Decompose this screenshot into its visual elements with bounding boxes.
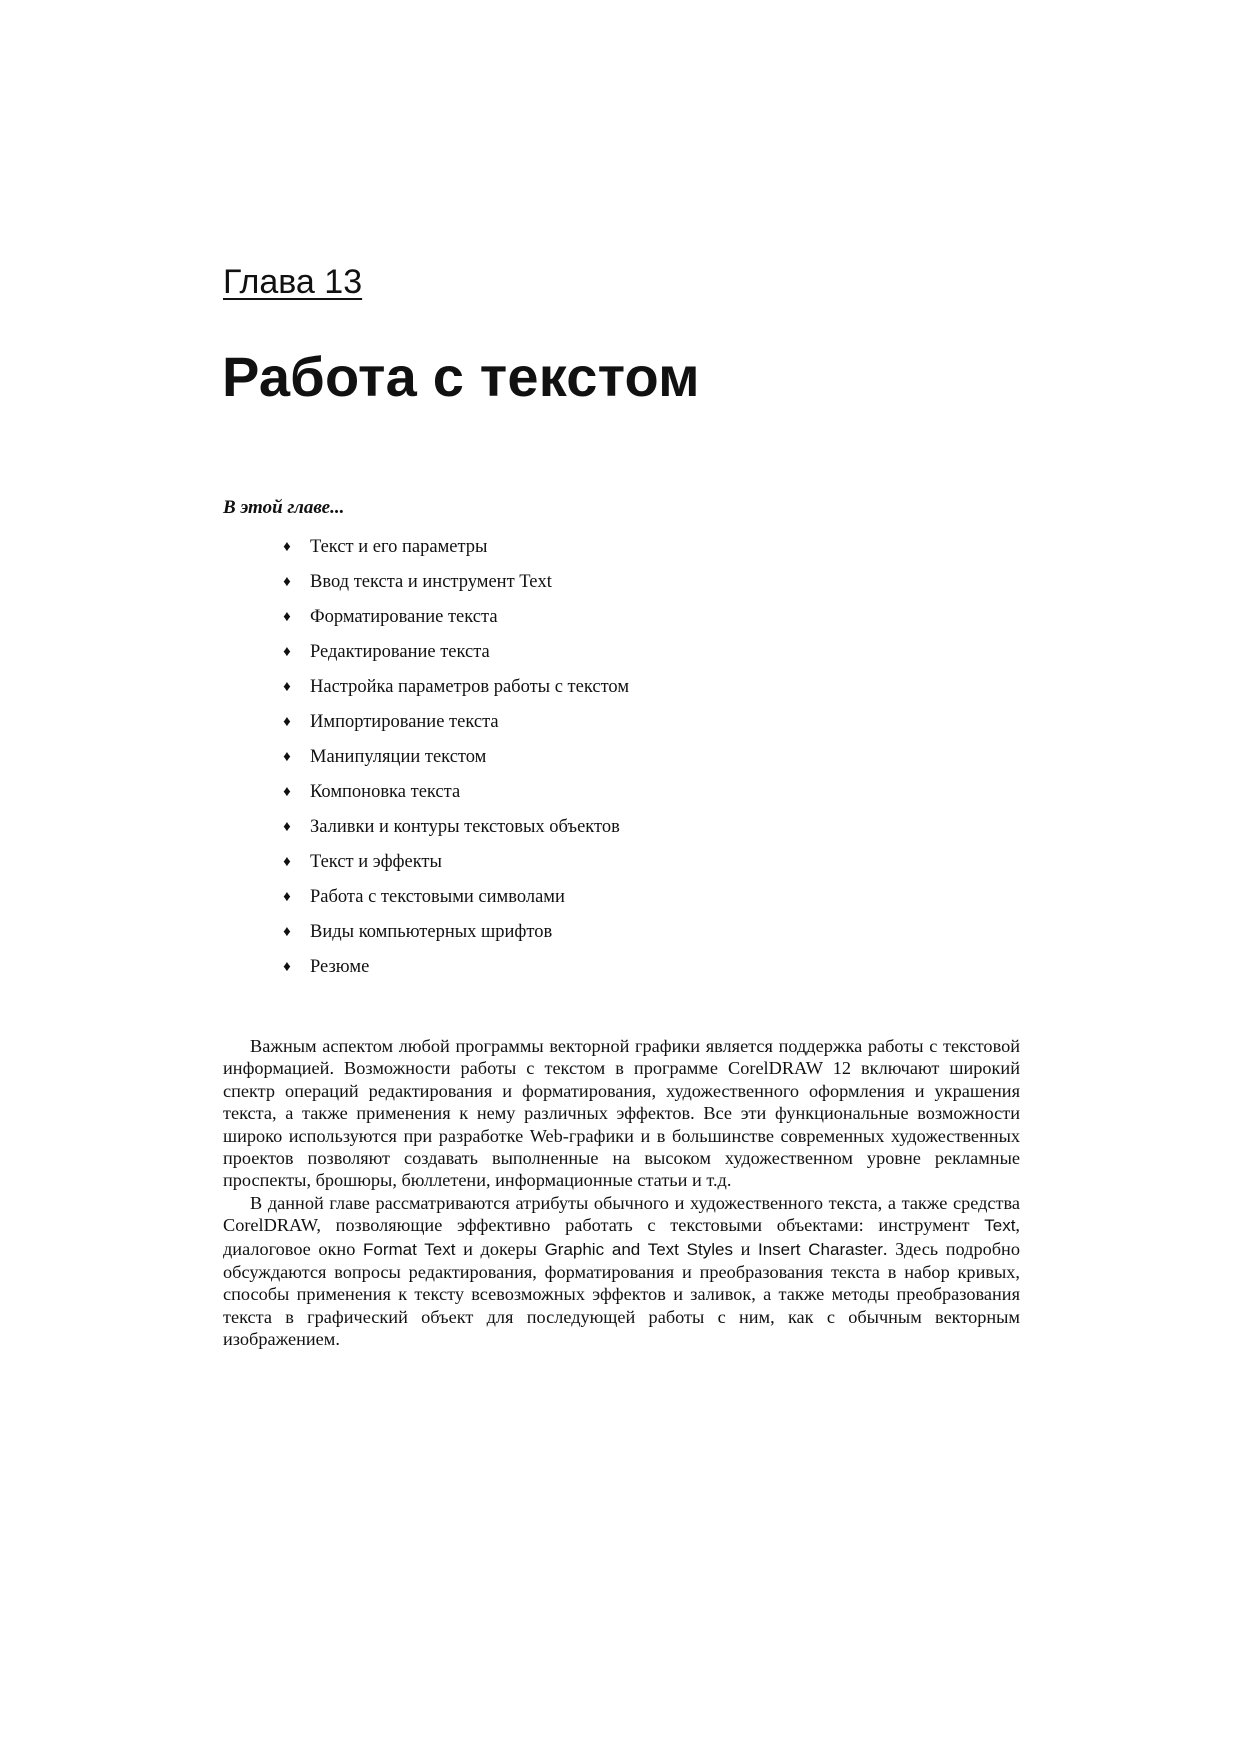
topic-text: Текст и его параметры xyxy=(310,537,488,557)
docker-name-term: Graphic and Text Styles xyxy=(544,1239,733,1259)
chapter-contents-heading: В этой главе... xyxy=(223,497,345,518)
topic-text: Виды компьютерных шрифтов xyxy=(310,922,553,942)
paragraph-text: . Здесь подробно обсуждаются вопросы редактирования, форматирования и преобразования текста в набор кривых, способы применения к тексту всевозможных эффектов и заливок, а также методы преобразования текста в графический объект для последующей работы с ним, как с обычным векторным изображением. xyxy=(223,1238,1020,1350)
diamond-bullet-icon: ♦ xyxy=(283,714,291,730)
diamond-bullet-icon: ♦ xyxy=(283,819,291,835)
paragraph-text: и докеры xyxy=(455,1238,545,1259)
diamond-bullet-icon: ♦ xyxy=(283,924,291,940)
topic-text: Редактирование текста xyxy=(310,642,490,662)
diamond-bullet-icon: ♦ xyxy=(283,959,291,975)
topic-text: Импортирование текста xyxy=(310,712,499,732)
topic-text: Работа с текстовыми символами xyxy=(310,887,565,907)
diamond-bullet-icon: ♦ xyxy=(283,854,291,870)
paragraph-text: , диалоговое окно xyxy=(223,1215,1020,1259)
topic-text: Заливки и контуры текстовых объектов xyxy=(310,817,620,837)
diamond-bullet-icon: ♦ xyxy=(283,574,291,590)
topic-text: Текст и эффекты xyxy=(310,852,442,872)
topic-text: Форматирование текста xyxy=(310,607,498,627)
chapter-number-label: Глава 13 xyxy=(223,263,363,301)
dialog-name-term: Format Text xyxy=(363,1239,456,1259)
chapter-intro-text xyxy=(223,1035,1020,1351)
diamond-bullet-icon: ♦ xyxy=(283,679,291,695)
diamond-bullet-icon: ♦ xyxy=(283,784,291,800)
tool-name-term: Text xyxy=(984,1216,1016,1236)
docker-name-term: Insert Charaster xyxy=(757,1239,883,1259)
topic-text: Ввод текста и инструмент Text xyxy=(310,572,552,592)
diamond-bullet-icon: ♦ xyxy=(283,889,291,905)
intro-paragraph-2 xyxy=(223,1192,1020,1351)
diamond-bullet-icon: ♦ xyxy=(283,644,291,660)
intro-paragraph-1: Важным аспектом любой программы векторной графики является поддержка работы с текстовой информацией. Возможности работы с текстом в программе CorelDRAW 12 включают широкий спектр операций редактирования и форматирования, художественного оформления и украшения текста, а также применения к нему различных эффектов. Все эти функциональные возможности широко используются при разработке Web-графики и в большинстве современных художественных проектов позволяют создавать выполненные на высоком художественном уровне рекламные проспекты, брошюры, бюллетени, информационные статьи и т.д. xyxy=(223,1036,1020,1191)
diamond-bullet-icon: ♦ xyxy=(283,749,291,765)
topic-text: Резюме xyxy=(310,957,370,977)
topic-text: Настройка параметров работы с текстом xyxy=(310,677,630,697)
diamond-bullet-icon: ♦ xyxy=(283,539,291,555)
topic-text: Компоновка текста xyxy=(310,782,461,802)
diamond-bullet-icon: ♦ xyxy=(283,609,291,625)
topic-text: Манипуляции текстом xyxy=(310,747,487,767)
chapter-title: Работа с текстом xyxy=(222,345,700,408)
paragraph-text: и xyxy=(732,1238,758,1259)
paragraph-text: В данной главе рассматриваются атрибуты обычного и художественного текста, а также средства CorelDRAW, позволяющие эффективно работать с текстовыми объектами: инструмент xyxy=(223,1192,1020,1236)
